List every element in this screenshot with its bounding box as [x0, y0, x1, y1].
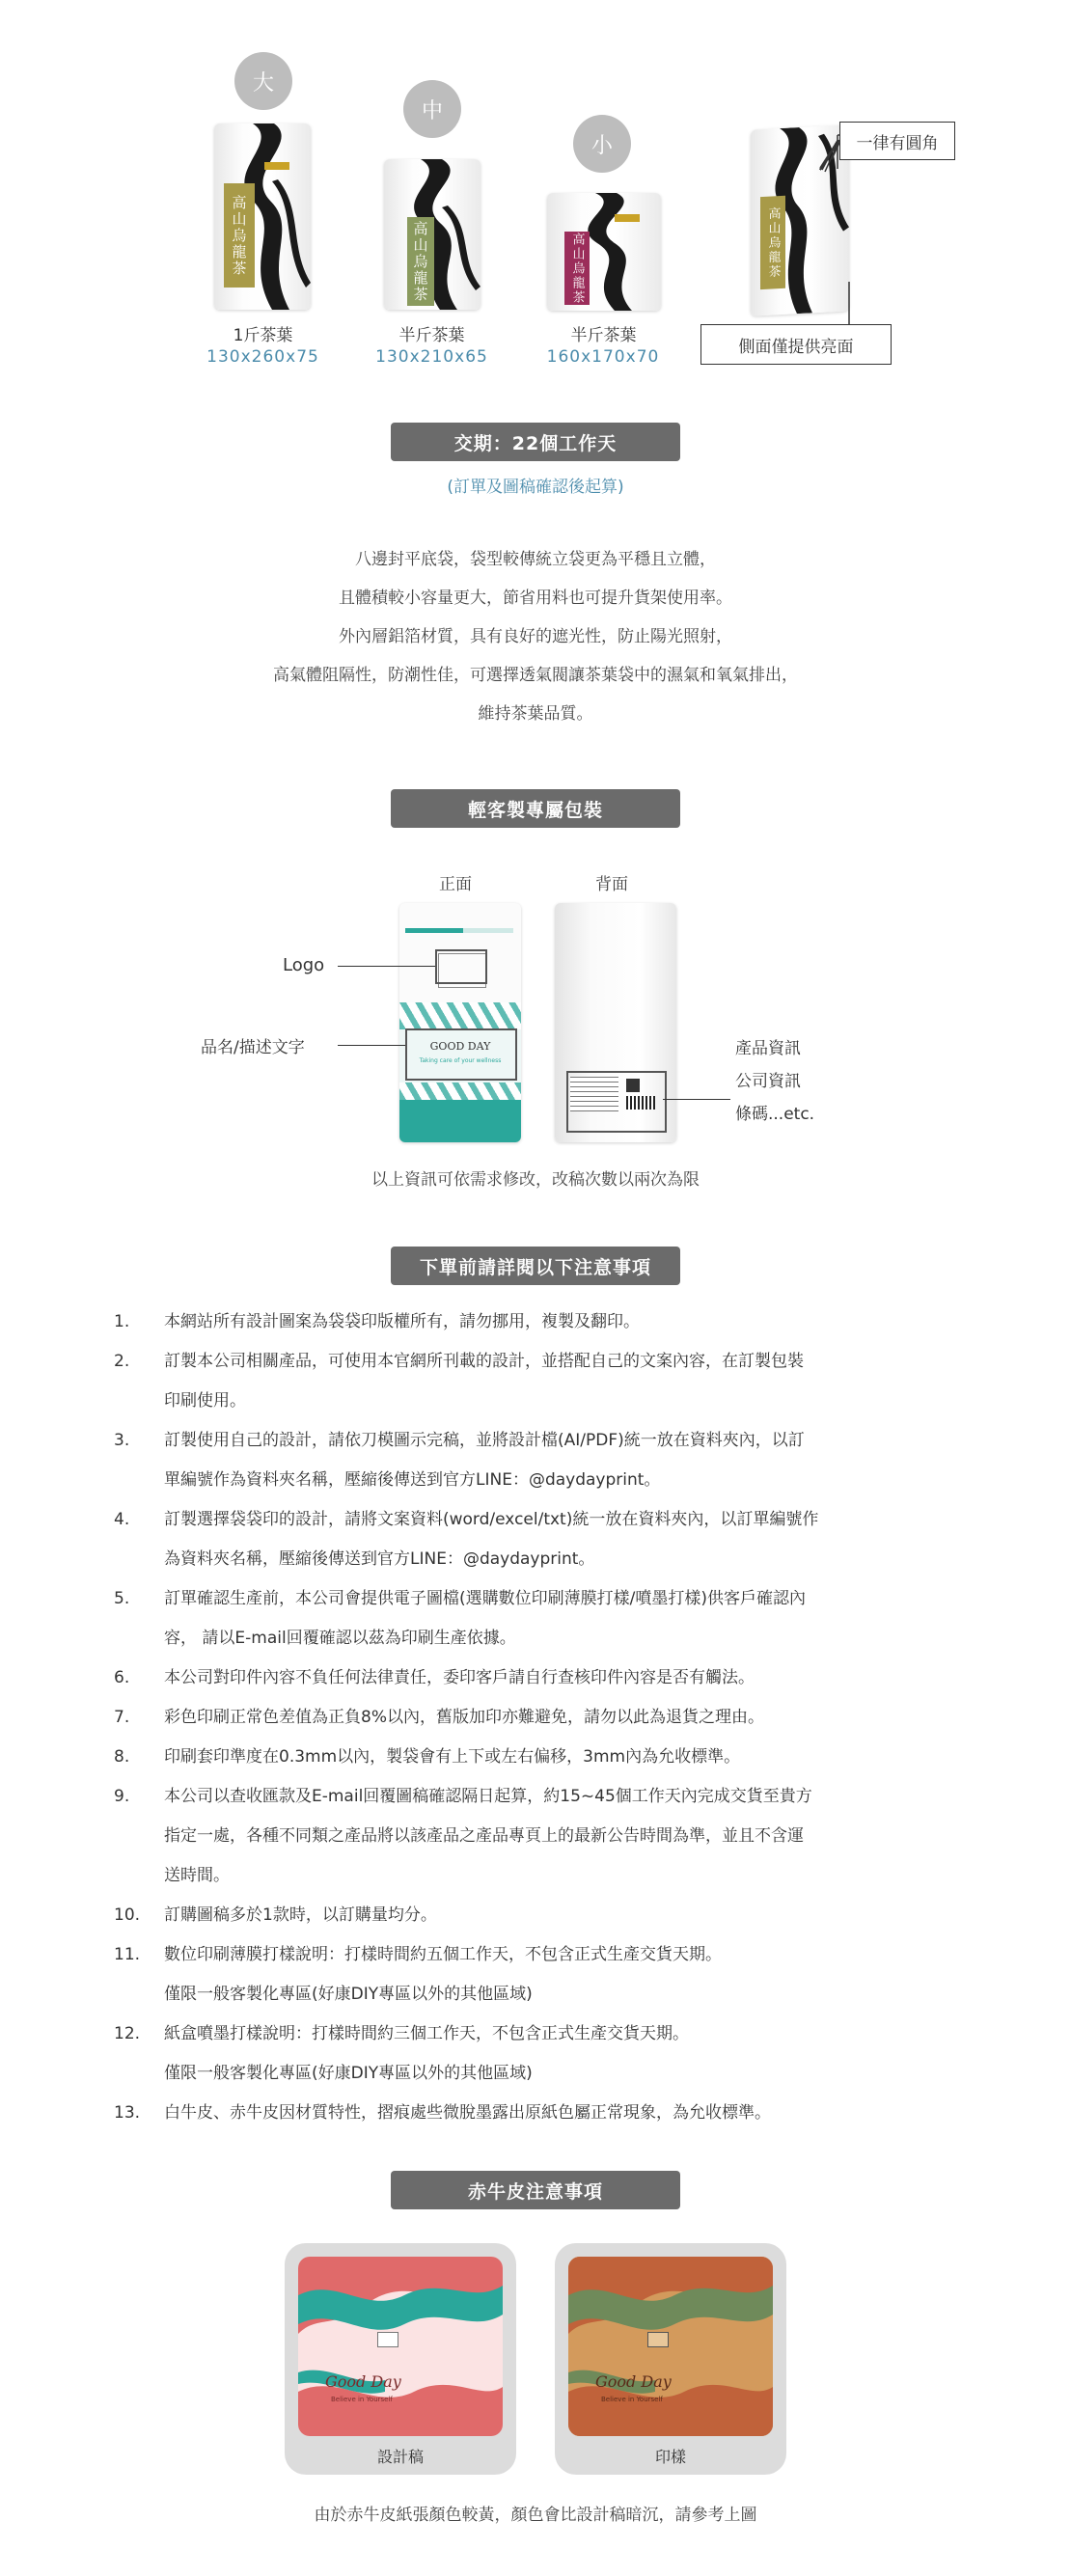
notice-line: 數位印刷薄膜打樣說明：打樣時間約五個工作天，不包含正式生產交貨天期。 [164, 1945, 722, 1964]
description-line: 高氣體阻隔性，防潮性佳，可選擇透氣閥讓茶葉袋中的濕氣和氧氣排出， [273, 666, 798, 685]
info-leader-line [663, 1099, 730, 1100]
front-label: 正面 [439, 875, 472, 894]
product-name-leader-line [338, 1045, 405, 1046]
size-dims-medium: 130x210x65 [375, 347, 488, 367]
notice-item [106, 2014, 975, 2094]
custom-note: 以上資訊可依需求修改，改稿次數以兩次為限 [371, 1170, 700, 1190]
size-dims-large: 130x260x75 [206, 347, 319, 367]
print-sample-image [568, 2257, 773, 2436]
front-good-day-subtext: Taking care of your wellness [419, 1057, 502, 1064]
notice-line: 訂製選擇袋袋印的設計，請將文案資料(word/excel/txt)統一放在資料夾內，以訂單編號作 [164, 1510, 819, 1529]
notice-line: 容， 請以E-mail回覆確認以茲為印刷生產依據。 [164, 1629, 516, 1648]
info-label-line: 產品資訊 [735, 1039, 801, 1058]
notice-item [106, 1935, 975, 2014]
notice-line: 彩色印刷正常色差值為正負8%以內，舊版加印亦難避免，請勿以此為退貨之理由。 [164, 1708, 764, 1727]
front-name-box [405, 1028, 517, 1081]
notice-line: 單編號作為資料夾名稱，壓縮後傳送到官方LINE：@daydayprint。 [164, 1470, 661, 1490]
front-logo-box [435, 949, 487, 984]
description-line: 且體積較小容量更大，節省用料也可提升貨架使用率。 [339, 589, 732, 608]
callout-side-glossy: 側面僅提供亮面 [700, 324, 892, 365]
notice-item [106, 1342, 975, 1421]
bag-medium-label: 高山烏龍茶 [407, 217, 434, 306]
custom-title: 輕客製專屬包裝 [391, 789, 680, 828]
notice-item [106, 1658, 975, 1698]
info-label-line: 公司資訊 [735, 1072, 801, 1091]
size-name-large: 1斤茶葉 [233, 326, 293, 345]
notice-line: 送時間。 [164, 1866, 230, 1885]
description-text [0, 540, 1071, 733]
design-good-day-text: Good Day [325, 2372, 401, 2391]
size-name-medium: 半斤茶葉 [398, 326, 465, 345]
size-badge-small: 小 [573, 115, 631, 173]
notice-number: 3. [114, 1431, 130, 1450]
notice-item [106, 1698, 975, 1738]
notice-item [106, 1579, 975, 1658]
notice-line: 僅限一般客製化專區(好康DIY專區以外的其他區域) [164, 2064, 533, 2083]
back-label: 背面 [595, 875, 628, 894]
kraft-note: 由於赤牛皮紙張顏色較黃，顏色會比設計稿暗沉，請參考上圖 [314, 2506, 757, 2525]
notice-line: 僅限一般客製化專區(好康DIY專區以外的其他區域) [164, 1985, 533, 2004]
notice-number: 6. [114, 1668, 130, 1687]
notice-line: 本公司以查收匯款及E-mail回覆圖稿確認隔日起算，約15~45個工作天內完成交貨至貴方 [164, 1787, 812, 1806]
notice-number: 13. [114, 2103, 141, 2123]
notice-line: 訂單確認生產前，本公司會提供電子圖檔(選購數位印刷薄膜打樣/噴墨打樣)供客戶確認內 [164, 1589, 806, 1608]
notice-number: 1. [114, 1312, 130, 1331]
notice-item [106, 1738, 975, 1777]
front-bag-image [399, 903, 521, 1142]
notice-number: 5. [114, 1589, 130, 1608]
notice-line: 訂製本公司相關產品，可使用本官網所刊載的設計，並搭配自己的文案內容，在訂製包裝 [164, 1352, 804, 1371]
notice-item [106, 2094, 975, 2133]
print-good-day-text: Good Day [595, 2372, 672, 2391]
print-sample-label: 印樣 [654, 2448, 686, 2466]
notice-number: 11. [114, 1945, 141, 1964]
size-name-small: 半斤茶葉 [570, 326, 637, 345]
notice-item [106, 1896, 975, 1935]
callout-rounded-corners: 一律有圓角 [839, 122, 955, 160]
description-line: 維持茶葉品質。 [478, 704, 593, 724]
notice-line: 印刷使用。 [164, 1391, 246, 1411]
description-line: 八邊封平底袋，袋型較傳統立袋更為平穩且立體， [355, 550, 716, 569]
notice-line: 指定一處，各種不同類之產品將以該產品之產品專頁上的最新公告時間為準，並且不含運 [164, 1826, 804, 1846]
notices-list [106, 1302, 975, 2133]
notice-number: 12. [114, 2024, 141, 2043]
notice-line: 為資料夾名稱，壓縮後傳送到官方LINE：@daydayprint。 [164, 1549, 595, 1569]
notice-number: 7. [114, 1708, 130, 1727]
notice-number: 2. [114, 1352, 130, 1371]
design-sample-card [285, 2243, 516, 2475]
logo-label: Logo [283, 955, 325, 975]
size-badge-large: 大 [234, 52, 292, 110]
design-good-day-subtext: Believe in Yourself [331, 2396, 393, 2403]
notice-item [106, 1500, 975, 1579]
design-sample-label: 設計稿 [376, 2448, 424, 2466]
delivery-title: 交期：22個工作天 [391, 423, 680, 461]
design-sample-image [298, 2257, 503, 2436]
size-dims-small: 160x170x70 [546, 347, 660, 367]
notice-number: 10. [114, 1905, 141, 1925]
notice-item [106, 1421, 975, 1500]
product-name-label: 品名/描述文字 [201, 1038, 305, 1057]
notice-line: 印刷套印準度在0.3mm以內，製袋會有上下或左右偏移，3mm內為允收標準。 [164, 1747, 741, 1767]
front-good-day-text: GOOD DAY [429, 1040, 491, 1053]
notice-item [106, 1302, 975, 1342]
kraft-title: 赤牛皮注意事項 [391, 2171, 680, 2209]
bag-angled-label: 高山烏龍茶 [760, 196, 785, 289]
size-badge-medium: 中 [403, 80, 461, 138]
notice-line: 白牛皮、赤牛皮因材質特性，摺痕處些微脫墨露出原紙色屬正常現象，為允收標準。 [164, 2103, 771, 2123]
notice-line: 本公司對印件內容不負任何法律責任，委印客戶請自行查核印件內容是否有觸法。 [164, 1668, 755, 1687]
notice-line: 本網站所有設計圖案為袋袋印版權所有，請勿挪用，複製及翻印。 [164, 1312, 640, 1331]
bag-large-label: 高山烏龍茶 [224, 183, 255, 288]
notice-number: 8. [114, 1747, 130, 1767]
info-label-line: 條碼...etc. [735, 1105, 815, 1124]
notice-line: 訂製使用自己的設計，請依刀模圖示完稿，並將設計檔(AI/PDF)統一放在資料夾內，以訂 [164, 1431, 805, 1450]
notice-item [106, 1777, 975, 1896]
description-line: 外內層鋁箔材質，具有良好的遮光性，防止陽光照射， [339, 627, 732, 646]
bag-small-label: 高山烏龍茶 [564, 232, 590, 305]
delivery-subtitle: (訂單及圖稿確認後起算) [447, 478, 624, 497]
logo-leader-line [338, 966, 435, 967]
notice-line: 紙盒噴墨打樣說明：打樣時間約三個工作天，不包含正式生產交貨天期。 [164, 2024, 689, 2043]
notice-number: 9. [114, 1787, 130, 1806]
notice-number: 4. [114, 1510, 130, 1529]
notices-title: 下單前請詳閱以下注意事項 [391, 1247, 680, 1285]
callout-pointer-lines [0, 0, 1071, 405]
back-info-box [566, 1071, 667, 1133]
info-labels [735, 1032, 814, 1131]
print-sample-card [555, 2243, 786, 2475]
notice-line: 訂購圖稿多於1款時，以訂購量均分。 [164, 1905, 437, 1925]
print-good-day-subtext: Believe in Yourself [601, 2396, 663, 2403]
